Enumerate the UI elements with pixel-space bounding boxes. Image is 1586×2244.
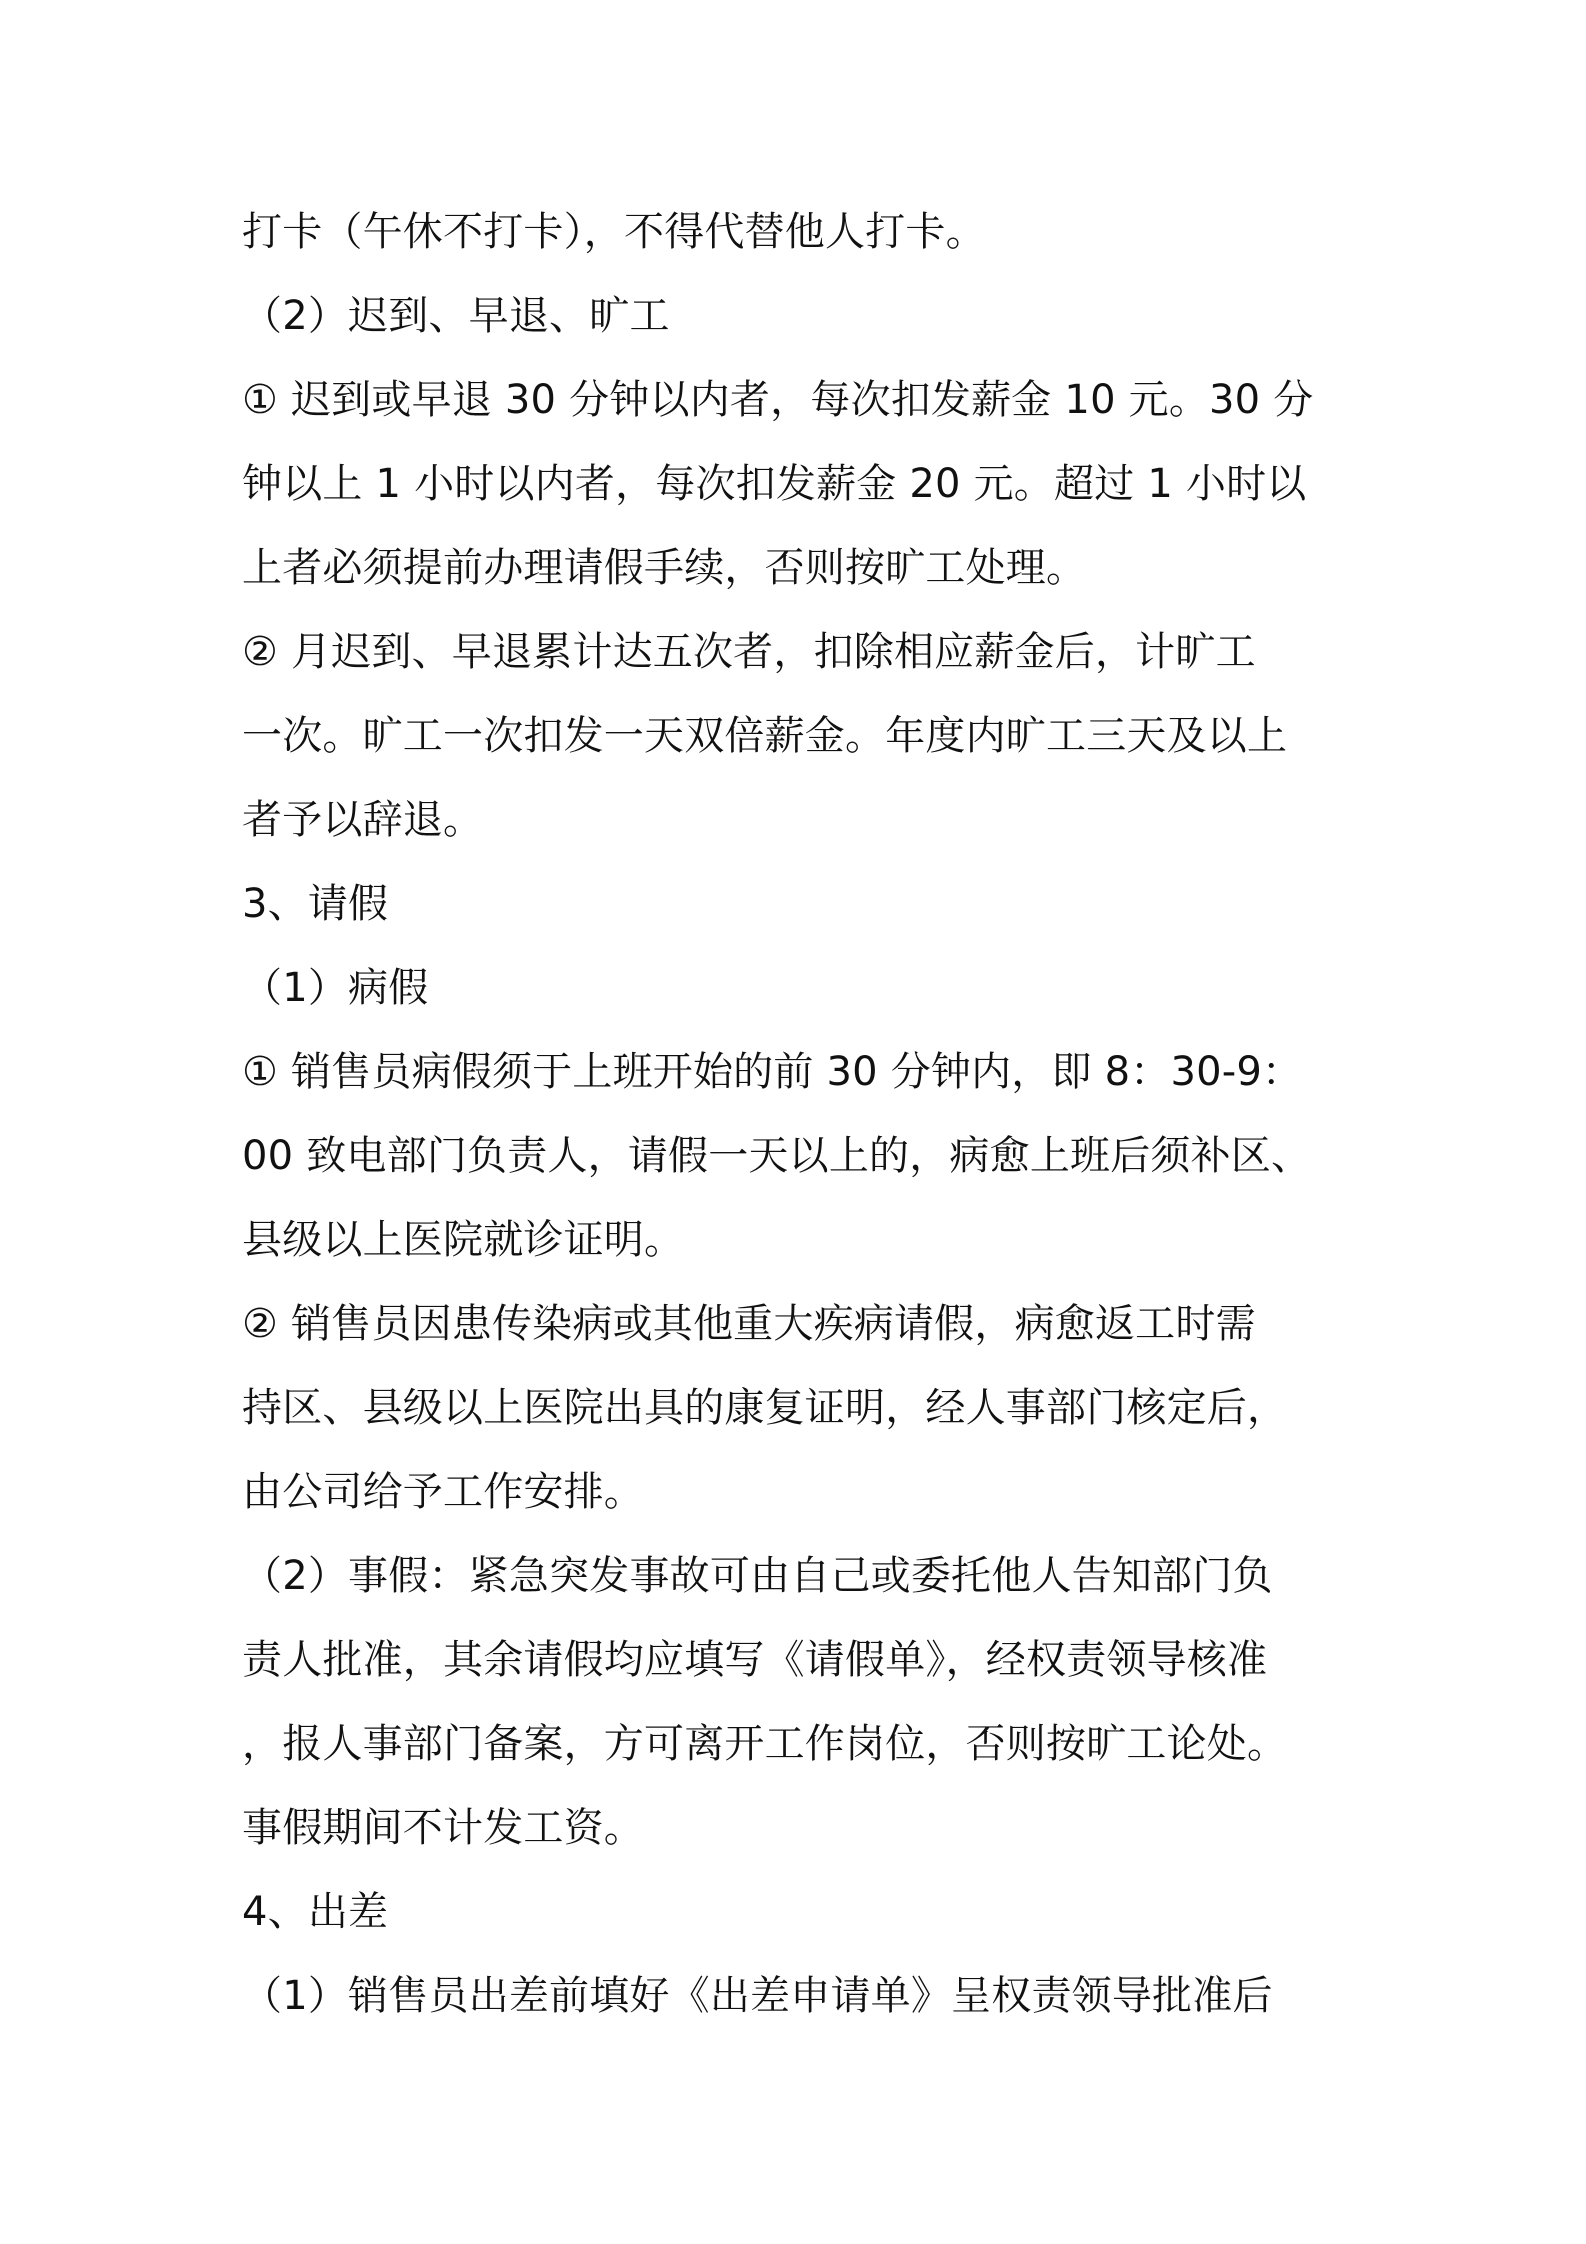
document-body xyxy=(242,190,1352,2038)
text-line: 上者必须提前办理请假手续，否则按旷工处理。 xyxy=(242,545,1087,591)
section-heading-business-trip: 4、出差 xyxy=(242,1889,389,1935)
subsection-heading-personal-leave: （2）事假：紧急突发事故可由自己或委托他人告知部门负 xyxy=(242,1553,1273,1599)
text-line: ① 迟到或早退 30 分钟以内者，每次扣发薪金 10 元。30 分 xyxy=(242,377,1314,423)
text-line: ，报人事部门备案，方可离开工作岗位，否则按旷工论处。 xyxy=(242,1721,1288,1767)
text-line: ② 月迟到、早退累计达五次者，扣除相应薪金后，计旷工 xyxy=(242,629,1256,675)
text-line: 打卡（午休不打卡），不得代替他人打卡。 xyxy=(242,209,986,255)
text-line: ① 销售员病假须于上班开始的前 30 分钟内，即 8：30-9： xyxy=(242,1049,1303,1095)
text-line: 一次。旷工一次扣发一天双倍薪金。年度内旷工三天及以上 xyxy=(242,713,1288,759)
text-line: 者予以辞退。 xyxy=(242,797,484,843)
text-line: ② 销售员因患传染病或其他重大疾病请假，病愈返工时需 xyxy=(242,1301,1256,1347)
text-line: （1）销售员出差前填好《出差申请单》呈权责领导批准后 xyxy=(242,1973,1273,2019)
text-line: 由公司给予工作安排。 xyxy=(242,1469,644,1515)
section-heading-lateness: （2）迟到、早退、旷工 xyxy=(242,293,670,339)
section-heading-leave: 3、请假 xyxy=(242,881,389,927)
text-line: 事假期间不计发工资。 xyxy=(242,1805,644,1851)
text-line: 钟以上 1 小时以内者，每次扣发薪金 20 元。超过 1 小时以 xyxy=(242,461,1307,507)
text-line: 县级以上医院就诊证明。 xyxy=(242,1217,685,1263)
subsection-heading-sick-leave: （1）病假 xyxy=(242,965,429,1011)
text-line: 责人批准，其余请假均应填写《请假单》，经权责领导核准 xyxy=(242,1637,1268,1683)
text-line: 00 致电部门负责人，请假一天以上的，病愈上班后须补区、 xyxy=(242,1133,1312,1179)
text-line: 持区、县级以上医院出具的康复证明，经人事部门核定后， xyxy=(242,1385,1288,1431)
